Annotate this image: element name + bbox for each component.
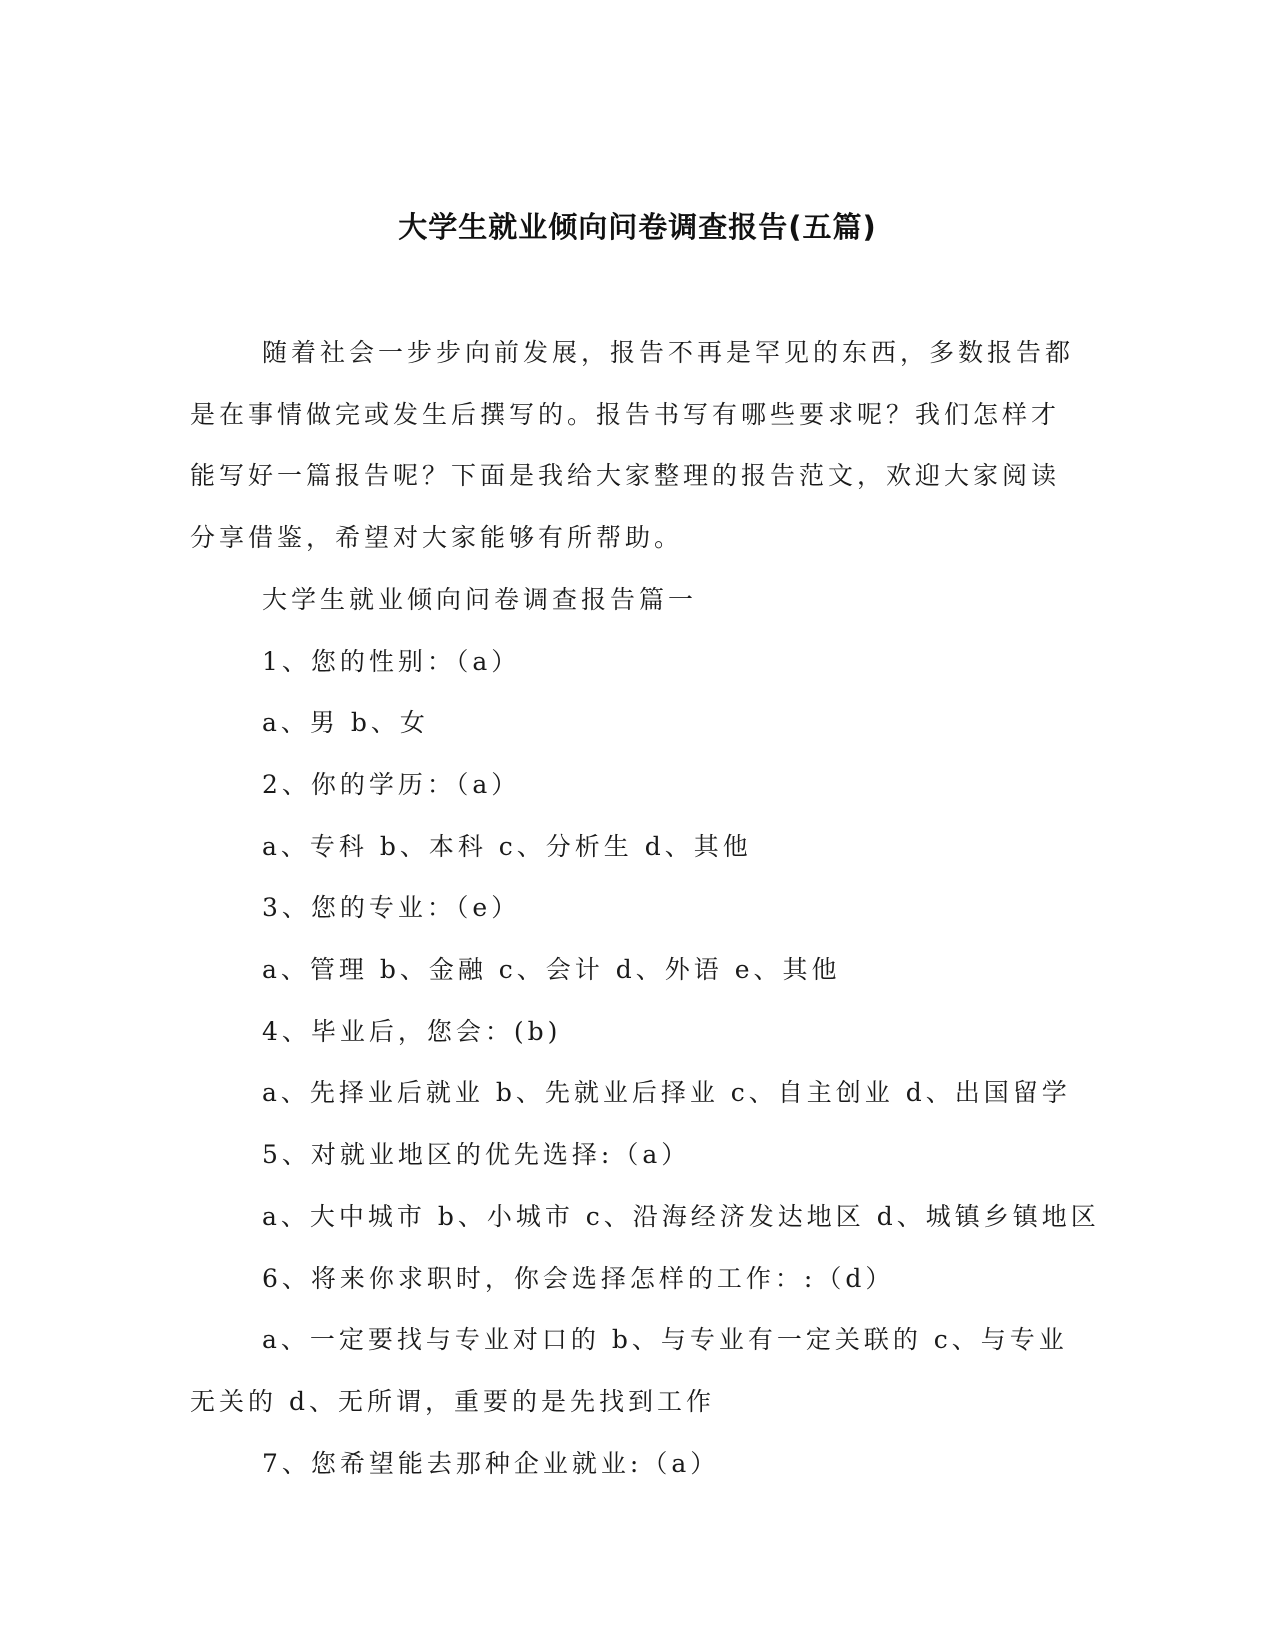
question-3: 3、您的专业：（e）: [262, 893, 521, 923]
question-4-options: a、先择业后就业 b、先就业后择业 c、自主创业 d、出国留学: [262, 1078, 1071, 1108]
document-body: [190, 322, 1100, 1494]
question-5-options: a、大中城市 b、小城市 c、沿海经济发达地区 d、城镇乡镇地区: [262, 1201, 1100, 1231]
question-4: 4、毕业后，您会：(b): [262, 1016, 562, 1046]
question-2: 2、你的学历：（a）: [262, 769, 521, 799]
intro-paragraph: 随着社会一步步向前发展，报告不再是罕见的东西，多数报告都是在事情做完或发生后撰写的。报告书写有哪些要求呢？我们怎样才能写好一篇报告呢？下面是我给大家整理的报告范文，欢迎大家阅读分享借鉴，希望对大家能够有所帮助。: [190, 338, 1075, 553]
question-6: 6、将来你求职时，你会选择怎样的工作：:（d）: [262, 1263, 895, 1293]
question-5: 5、对就业地区的优先选择:（a）: [262, 1140, 691, 1170]
question-6-options: a、一定要找与专业对口的 b、与专业有一定关联的 c、与专业无关的 d、无所谓，重要的是先找到工作: [190, 1325, 1068, 1416]
question-2-options: a、专科 b、本科 c、分析生 d、其他: [262, 831, 752, 861]
section-heading: 大学生就业倾向问卷调查报告篇一: [262, 584, 698, 614]
question-3-options: a、管理 b、金融 c、会计 d、外语 e、其他: [262, 955, 841, 985]
question-7: 7、您希望能去那种企业就业:（a）: [262, 1448, 720, 1478]
document-title: 大学生就业倾向问卷调查报告(五篇): [398, 210, 877, 244]
question-1-options: a、男 b、女: [262, 708, 429, 738]
question-1: 1、您的性别：（a）: [262, 646, 521, 676]
